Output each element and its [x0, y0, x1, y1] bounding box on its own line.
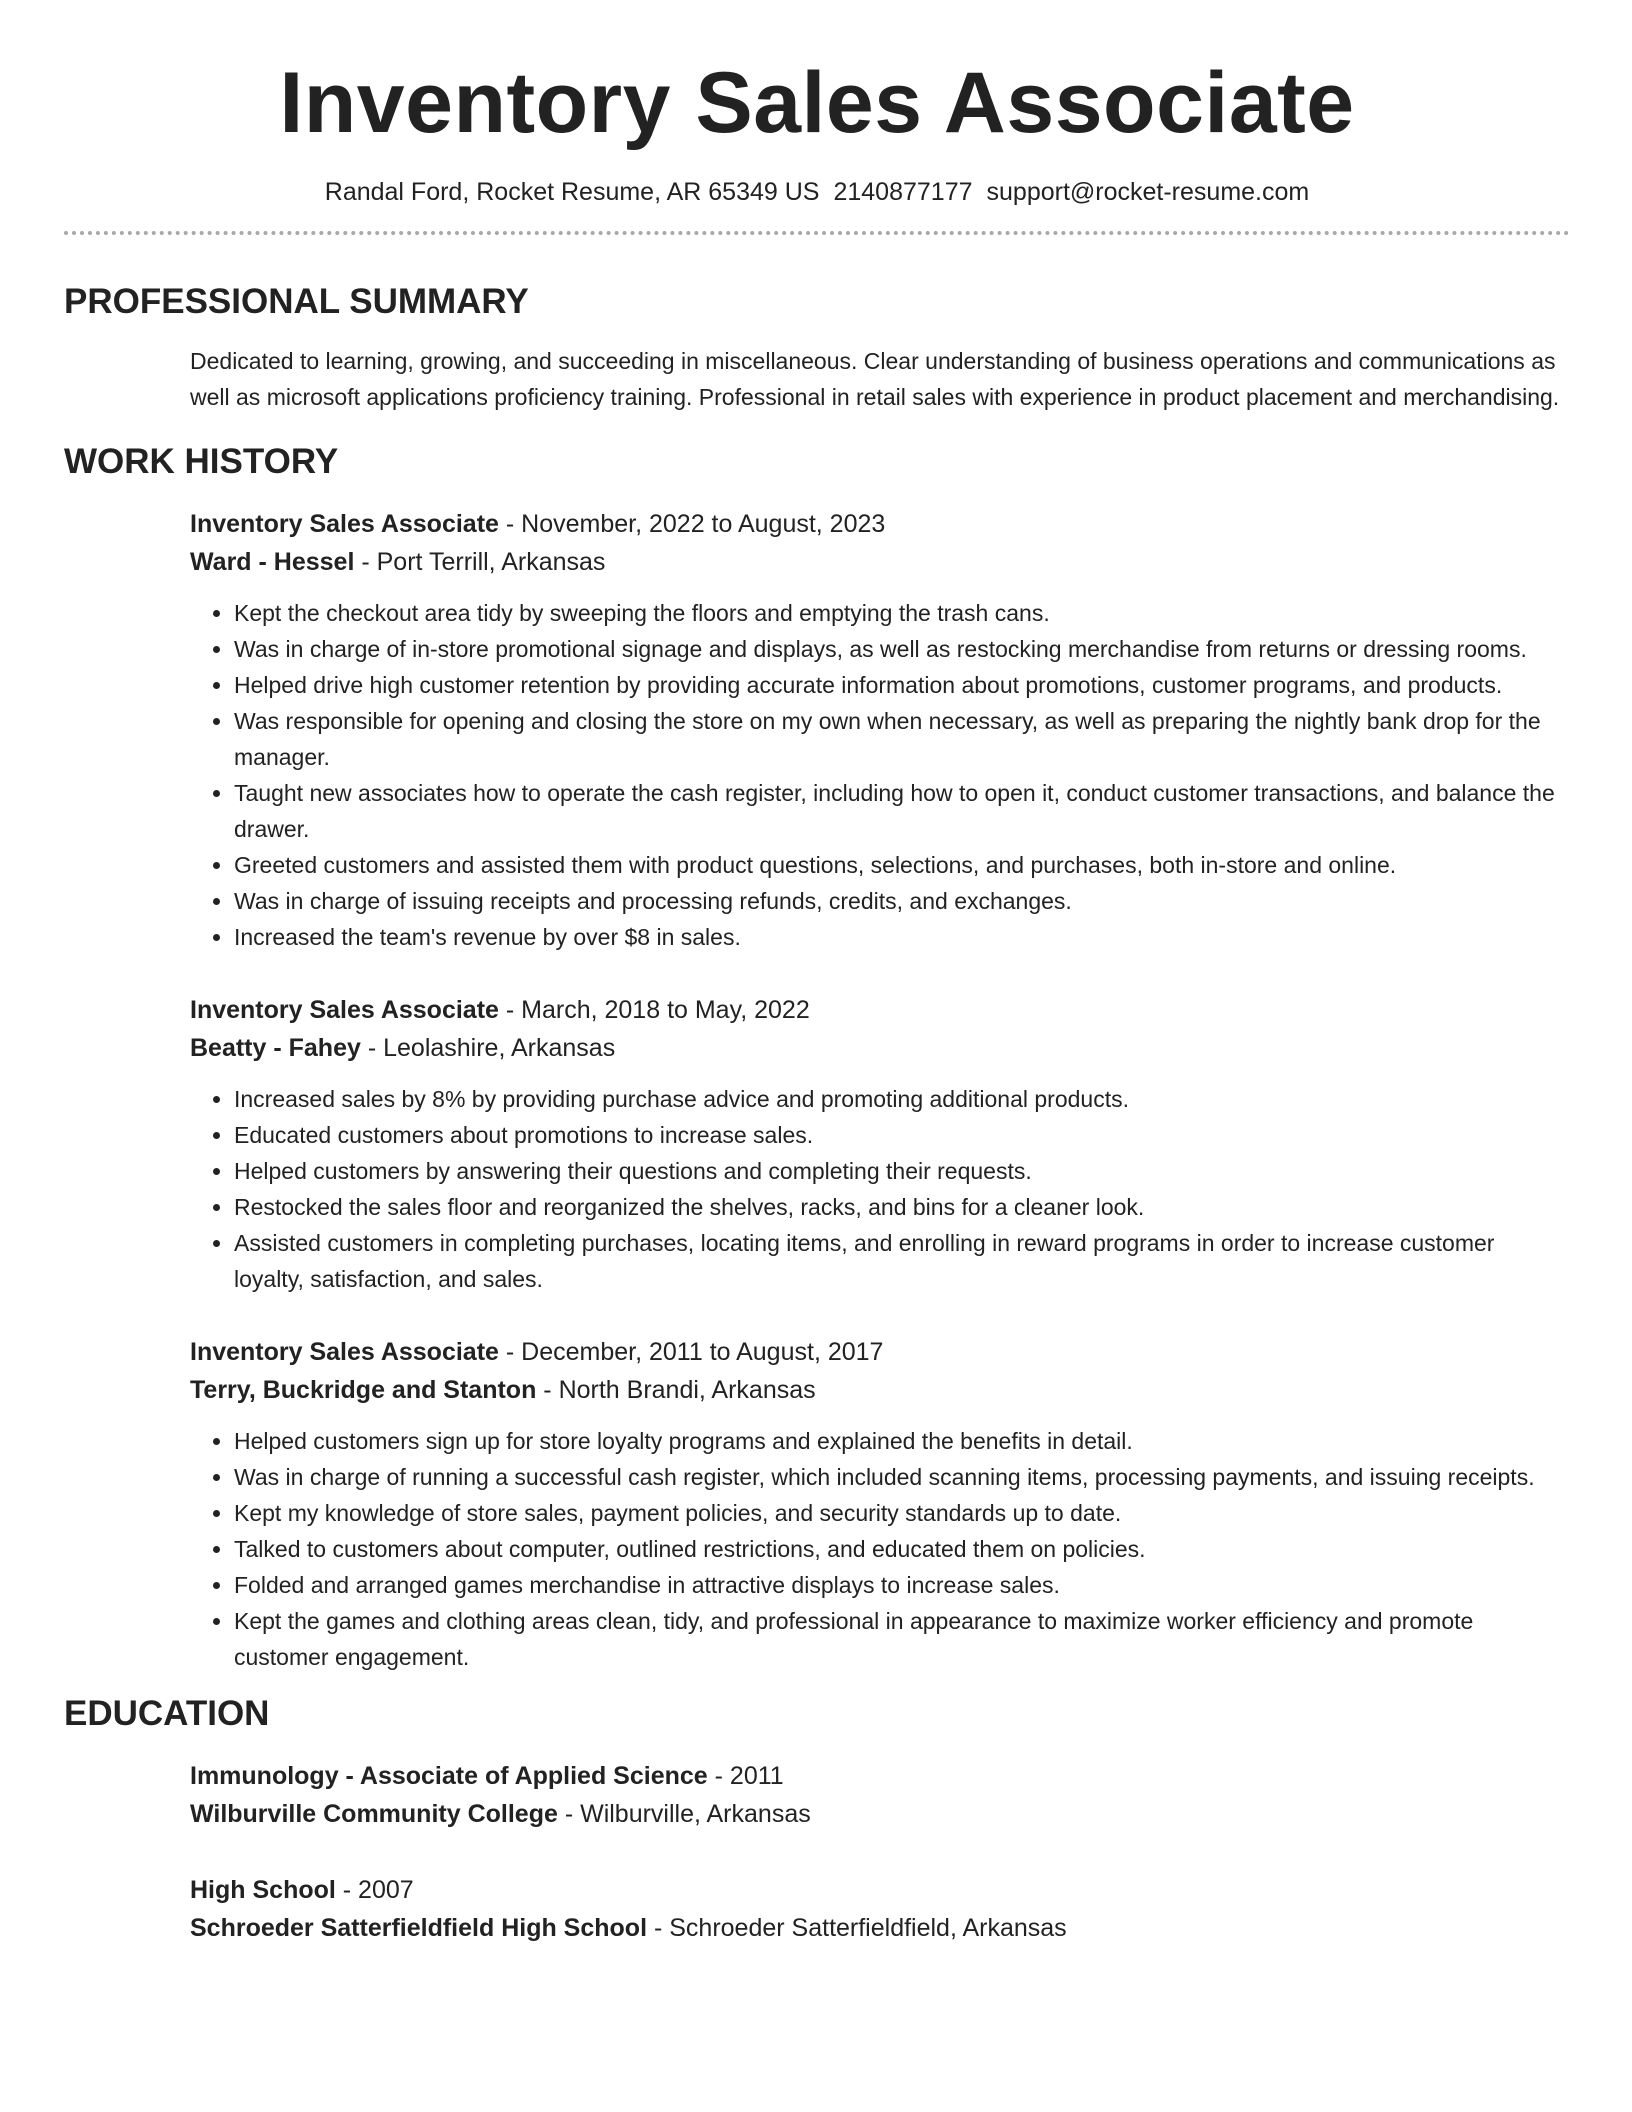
job-entry — [190, 991, 1570, 1297]
education-entry — [190, 1757, 1570, 1833]
job-bullet: • Folded and arranged games merchandise in attractive displays to increase sales. — [234, 1567, 1570, 1603]
job-title-line — [190, 991, 1570, 1029]
job-bullets — [190, 595, 1570, 955]
education-degree-line — [190, 1871, 1570, 1909]
education-entry — [190, 1871, 1570, 1947]
resume-page — [64, 0, 1570, 1985]
education-year: - 2007 — [335, 1876, 414, 1904]
job-location: - Leolashire, Arkansas — [360, 1034, 616, 1062]
job-bullet: • Helped drive high customer retention by providing accurate information about promotions, customer programs, and products. — [234, 667, 1570, 703]
job-dates: - November, 2022 to August, 2023 — [498, 510, 886, 538]
job-bullet: • Kept the checkout area tidy by sweeping the floors and emptying the trash cans. — [234, 595, 1570, 631]
job-bullet: • Increased the team's revenue by over $8 in sales. — [234, 919, 1570, 955]
job-bullet: • Was in charge of running a successful cash register, which included scanning items, processing payments, and issuing receipts. — [234, 1459, 1570, 1495]
job-bullets — [190, 1423, 1570, 1675]
summary-text: Dedicated to learning, growing, and succeeding in miscellaneous. Clear understanding of business operations and communications as well as microsoft applications proficiency training. Professional in retail sales with experience in product placement and merchandising. — [190, 348, 1560, 410]
job-bullet: • Kept the games and clothing areas clean, tidy, and professional in appearance to maximize worker efficiency and promote customer engagement. — [234, 1603, 1570, 1675]
job-company-line — [190, 1029, 1570, 1067]
education-school-line — [190, 1795, 1570, 1833]
job-bullet: • Talked to customers about computer, outlined restrictions, and educated them on policies. — [234, 1531, 1570, 1567]
education-degree: High School — [190, 1876, 336, 1904]
job-bullet: • Increased sales by 8% by providing purchase advice and promoting additional products. — [234, 1081, 1570, 1117]
education-location: - Schroeder Satterfieldfield, Arkansas — [647, 1914, 1067, 1942]
job-bullet: • Kept my knowledge of store sales, payment policies, and security standards up to date. — [234, 1495, 1570, 1531]
job-bullet: • Helped customers sign up for store loyalty programs and explained the benefits in detail. — [234, 1423, 1570, 1459]
resume-title: Inventory Sales Associate — [279, 55, 1355, 151]
job-bullet: • Educated customers about promotions to increase sales. — [234, 1117, 1570, 1153]
job-role: Inventory Sales Associate — [190, 996, 499, 1024]
job-bullet: • Greeted customers and assisted them with product questions, selections, and purchases, both in-store and online. — [234, 847, 1570, 883]
header-divider — [64, 231, 1570, 235]
education-location: - Wilburville, Arkansas — [557, 1800, 811, 1828]
job-entry — [190, 1333, 1570, 1675]
job-bullet: • Was responsible for opening and closing the store on my own when necessary, as well as preparing the nightly bank drop for the manager. — [234, 703, 1570, 775]
education-school: Wilburville Community College — [190, 1800, 558, 1828]
job-bullet: • Was in charge of in-store promotional signage and displays, as well as restocking merchandise from returns or dressing rooms. — [234, 631, 1570, 667]
education-school-line — [190, 1909, 1570, 1947]
job-company: Ward - Hessel — [190, 548, 355, 576]
education-section — [64, 1693, 1570, 1947]
job-company: Terry, Buckridge and Stanton — [190, 1376, 537, 1404]
job-bullets — [190, 1081, 1570, 1297]
contact-phone: 2140877177 — [833, 178, 973, 206]
contact-line — [64, 176, 1570, 208]
job-company: Beatty - Fahey — [190, 1034, 361, 1062]
education-year: - 2011 — [707, 1762, 784, 1790]
job-dates: - December, 2011 to August, 2017 — [498, 1338, 884, 1366]
job-bullet: • Taught new associates how to operate the cash register, including how to open it, conduct customer transactions, and balance the drawer. — [234, 775, 1570, 847]
summary-heading: PROFESSIONAL SUMMARY — [64, 282, 529, 321]
job-company-line — [190, 1371, 1570, 1409]
education-heading: EDUCATION — [64, 1694, 270, 1733]
job-bullet: • Restocked the sales floor and reorganized the shelves, racks, and bins for a cleaner look. — [234, 1189, 1570, 1225]
job-bullet: • Helped customers by answering their questions and completing their requests. — [234, 1153, 1570, 1189]
contact-address: Randal Ford, Rocket Resume, AR 65349 US — [324, 178, 820, 206]
job-title-line — [190, 1333, 1570, 1371]
job-entry — [190, 505, 1570, 955]
work-history-section — [64, 441, 1570, 1675]
job-bullet: • Assisted customers in completing purchases, locating items, and enrolling in reward programs in order to increase customer loyalty, satisfaction, and sales. — [234, 1225, 1570, 1297]
summary-section — [64, 281, 1570, 415]
job-role: Inventory Sales Associate — [190, 1338, 499, 1366]
education-degree-line — [190, 1757, 1570, 1795]
job-dates: - March, 2018 to May, 2022 — [498, 996, 810, 1024]
education-school: Schroeder Satterfieldfield High School — [190, 1914, 648, 1942]
job-location: - North Brandi, Arkansas — [536, 1376, 816, 1404]
job-bullet: • Was in charge of issuing receipts and processing refunds, credits, and exchanges. — [234, 883, 1570, 919]
job-company-line — [190, 543, 1570, 581]
job-location: - Port Terrill, Arkansas — [354, 548, 606, 576]
job-title-line — [190, 505, 1570, 543]
work-history-heading: WORK HISTORY — [64, 442, 339, 481]
education-degree: Immunology - Associate of Applied Science — [190, 1762, 708, 1790]
job-role: Inventory Sales Associate — [190, 510, 499, 538]
contact-email: support@rocket-resume.com — [986, 178, 1310, 206]
